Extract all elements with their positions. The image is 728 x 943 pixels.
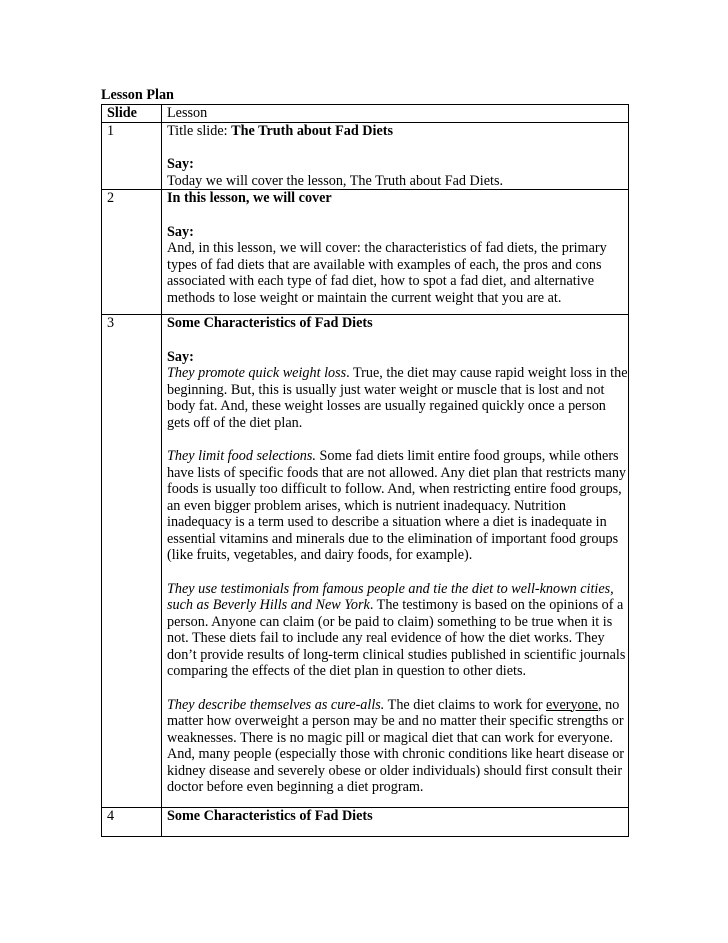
say-label: Say: <box>167 156 194 172</box>
point-lead: They use testimonials from famous people and tie the diet to well-known cities, such as Beverly Hills and New York <box>167 580 614 613</box>
slide-number: 2 <box>102 190 162 315</box>
table-row <box>102 122 629 190</box>
point-text: . The testimony is based on the opinions of a person. Anyone can claim (or be paid to claim) something to be true when it is not. These diets fail to include any real evidence of how the diet works. They don’t provide results of long-term clinical studies published in scientific journals comparing the effects of the diet plan in question to other diets. <box>167 597 626 679</box>
say-paragraph <box>167 448 628 564</box>
say-paragraph <box>167 697 628 796</box>
lesson-cell <box>162 315 629 808</box>
slide-heading: Some Characteristics of Fad Diets <box>167 808 373 824</box>
slide-column-header: Slide <box>102 105 162 123</box>
say-paragraph <box>167 581 628 680</box>
say-label: Say: <box>167 223 194 240</box>
slide-heading: Some Characteristics of Fad Diets <box>167 315 373 331</box>
point-text: . True, the diet may cause rapid weight loss in the beginning. But, this is usually just water weight or muscle that is lost and not body fat. And, these weight losses are usually regained quickly once a person gets off of the diet plan. <box>167 365 628 431</box>
lesson-plan-document <box>101 87 628 837</box>
lesson-cell <box>162 122 629 190</box>
lesson-cell <box>162 190 629 315</box>
heading-text: The Truth about Fad Diets <box>231 122 393 139</box>
say-text: Today we will cover the lesson, The Truth about Fad Diets. <box>167 172 504 189</box>
document-title: Lesson Plan <box>101 87 174 103</box>
point-lead: They limit food selections. <box>167 448 316 464</box>
heading-prefix: Title slide: <box>167 122 232 139</box>
table-row <box>102 315 629 808</box>
table-row <box>102 808 629 837</box>
slide-heading <box>167 123 628 140</box>
slide-number: 3 <box>102 315 162 808</box>
say-text: And, in this lesson, we will cover: the characteristics of fad diets, the primary types of fad diets that are available with examples of each, the pros and cons associated with each type of fad diet, how to spot a fad diet, and alternative methods to lose weight or maintain the current weight that you are at. <box>167 240 607 306</box>
table-header-row <box>102 105 629 123</box>
say-paragraph <box>167 365 628 431</box>
underlined-word: everyone <box>546 696 599 713</box>
point-text: , no matter how overweight a person may be and no matter their specific strengths or weaknesses. There is no magic pill or magical diet that can work for everyone. And, many people (especially those with chronic conditions like heart disease or kidney disease and severely obese or older individuals) should first consult their doctor before even beginning a diet program. <box>167 696 625 795</box>
point-lead: They describe themselves as cure-alls. <box>167 696 385 713</box>
slide-number: 4 <box>102 808 162 837</box>
slide-number: 1 <box>102 122 162 190</box>
say-label: Say: <box>167 348 194 365</box>
lesson-cell <box>162 808 629 837</box>
table-row <box>102 190 629 315</box>
slide-heading: In this lesson, we will cover <box>167 190 332 206</box>
point-text: The diet claims to work for <box>384 696 547 713</box>
lesson-column-header: Lesson <box>162 105 629 123</box>
point-text: Some fad diets limit entire food groups, while others have lists of specific foods that are not allowed. Any diet plan that restricts many foods is usually too difficult to follow. And, when restricting entire food groups, an even bigger problem arises, which is nutrient inadequacy. Nutrition inadequacy is a term used to describe a situation where a diet is inadequate in essential vitamins and minerals due to the elimination of important food groups (like fruits, vegetables, and dairy foods, for example). <box>167 448 627 563</box>
point-lead: They promote quick weight loss <box>167 365 347 381</box>
lesson-plan-table <box>101 104 629 837</box>
